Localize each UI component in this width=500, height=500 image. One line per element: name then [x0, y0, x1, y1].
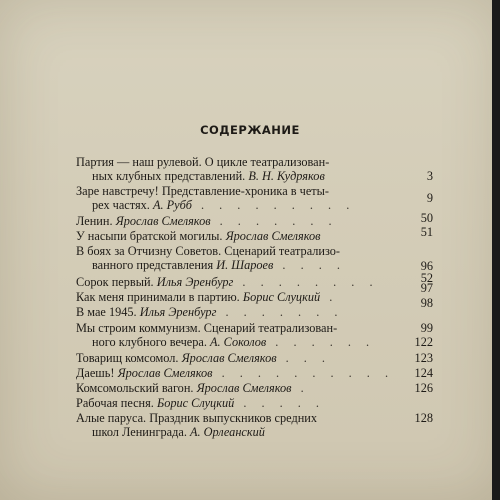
- entry-title: рех частях.: [92, 198, 153, 212]
- entry-title: ных клубных представлений.: [92, 169, 249, 183]
- entry-author: В. Н. Кудряков: [248, 169, 325, 183]
- entry-title: В боях за Отчизну Советов. Сценарий театрализо-: [76, 244, 341, 258]
- leader-dots: . . . . . . . . .: [191, 198, 356, 212]
- toc-entry-line: [76, 351, 331, 365]
- toc-entry-line: [76, 321, 337, 335]
- page-number: 97: [420, 281, 433, 295]
- toc-entry-line: [76, 366, 394, 380]
- toc-entry-line: [76, 198, 355, 212]
- entry-title: Рабочая песня.: [76, 396, 157, 410]
- leader-dots: .: [291, 381, 310, 395]
- entry-author: Борис Слуцкий: [156, 396, 235, 410]
- entry-author: Борис Слуцкий: [242, 290, 321, 304]
- page-number: 51: [420, 225, 433, 239]
- page-number: 126: [414, 381, 433, 395]
- entry-author: Ярослав Смеляков: [181, 351, 277, 365]
- toc-entry-line: [76, 290, 338, 304]
- entry-author: И. Шароев: [216, 258, 274, 272]
- page-number: 50: [420, 211, 433, 225]
- leader-dots: .: [320, 290, 339, 304]
- entry-author: Ярослав Смеляков: [117, 366, 213, 380]
- toc-entry-line: [76, 335, 375, 349]
- toc-entry-line: [76, 214, 338, 228]
- page-number: 98: [420, 296, 433, 310]
- leader-dots: . . . . . . .: [210, 214, 338, 228]
- entry-author: А. Соколов: [210, 335, 267, 349]
- page-number: 3: [426, 169, 433, 183]
- page-number: 9: [426, 191, 433, 205]
- page-number: 52: [420, 271, 433, 285]
- entry-author: Ярослав Смеляков: [115, 214, 211, 228]
- toc-entry-line: [76, 305, 343, 319]
- entry-author: Ярослав Смеляков: [225, 229, 321, 243]
- entry-author: А. Рубб: [152, 198, 192, 212]
- entry-title: Как меня принимали в партию.: [76, 290, 243, 304]
- page-number: 122: [414, 335, 433, 349]
- toc-entry-line: [76, 169, 325, 183]
- entry-title: Сорок первый.: [76, 275, 157, 289]
- page-edge-shadow: [492, 0, 500, 500]
- entry-title: ванного представления: [92, 258, 217, 272]
- page-number: 99: [420, 321, 433, 335]
- leader-dots: . . . . . .: [266, 335, 376, 349]
- page-title: СОДЕРЖАНИЕ: [200, 123, 300, 137]
- leader-dots: . . .: [276, 351, 332, 365]
- entry-title: Ленин.: [76, 214, 116, 228]
- toc-entry-line: [76, 396, 325, 410]
- leader-dots: . . . .: [273, 258, 346, 272]
- toc-entry-line: [76, 425, 265, 439]
- page-number: 96: [420, 259, 433, 273]
- entry-title: школ Ленинграда.: [92, 425, 190, 439]
- toc-entry-line: [76, 229, 321, 243]
- entry-title: Даешь!: [76, 366, 118, 380]
- leader-dots: . . . . . . . .: [233, 275, 379, 289]
- toc-entry-line: [76, 411, 317, 425]
- page-number: 123: [414, 351, 433, 365]
- entry-title: Партия — наш рулевой. О цикле театрализован-: [76, 155, 330, 169]
- leader-dots: . . . . .: [234, 396, 325, 410]
- page-number: 128: [414, 411, 433, 425]
- entry-title: Товарищ комсомол.: [76, 351, 182, 365]
- toc-entry-line: [76, 155, 329, 169]
- entry-title: Мы строим коммунизм. Сценарий театрализован-: [76, 321, 338, 335]
- toc-entry-line: [76, 258, 346, 272]
- entry-title: В мае 1945.: [76, 305, 140, 319]
- entry-author: А. Орлеанский: [190, 425, 265, 439]
- entry-author: Илья Эренбург: [139, 305, 217, 319]
- entry-title: Комсомольский вагон.: [76, 381, 197, 395]
- entry-title: ного клубного вечера.: [92, 335, 211, 349]
- entry-author: Ярослав Смеляков: [196, 381, 292, 395]
- entry-title: Заре навстречу! Представление-хроника в четы-: [76, 184, 330, 198]
- toc-entry-line: [76, 381, 310, 395]
- entry-title: У насыпи братской могилы.: [76, 229, 226, 243]
- toc-entry-line: [76, 275, 379, 289]
- page-number: 124: [414, 366, 433, 380]
- leader-dots: . . . . . . . . . .: [212, 366, 395, 380]
- entry-title: Алые паруса. Праздник выпускников средних: [76, 411, 318, 425]
- toc-entry-line: [76, 184, 329, 198]
- entry-author: Илья Эренбург: [156, 275, 234, 289]
- leader-dots: . . . . . . .: [216, 305, 344, 319]
- toc-entry-line: [76, 244, 340, 258]
